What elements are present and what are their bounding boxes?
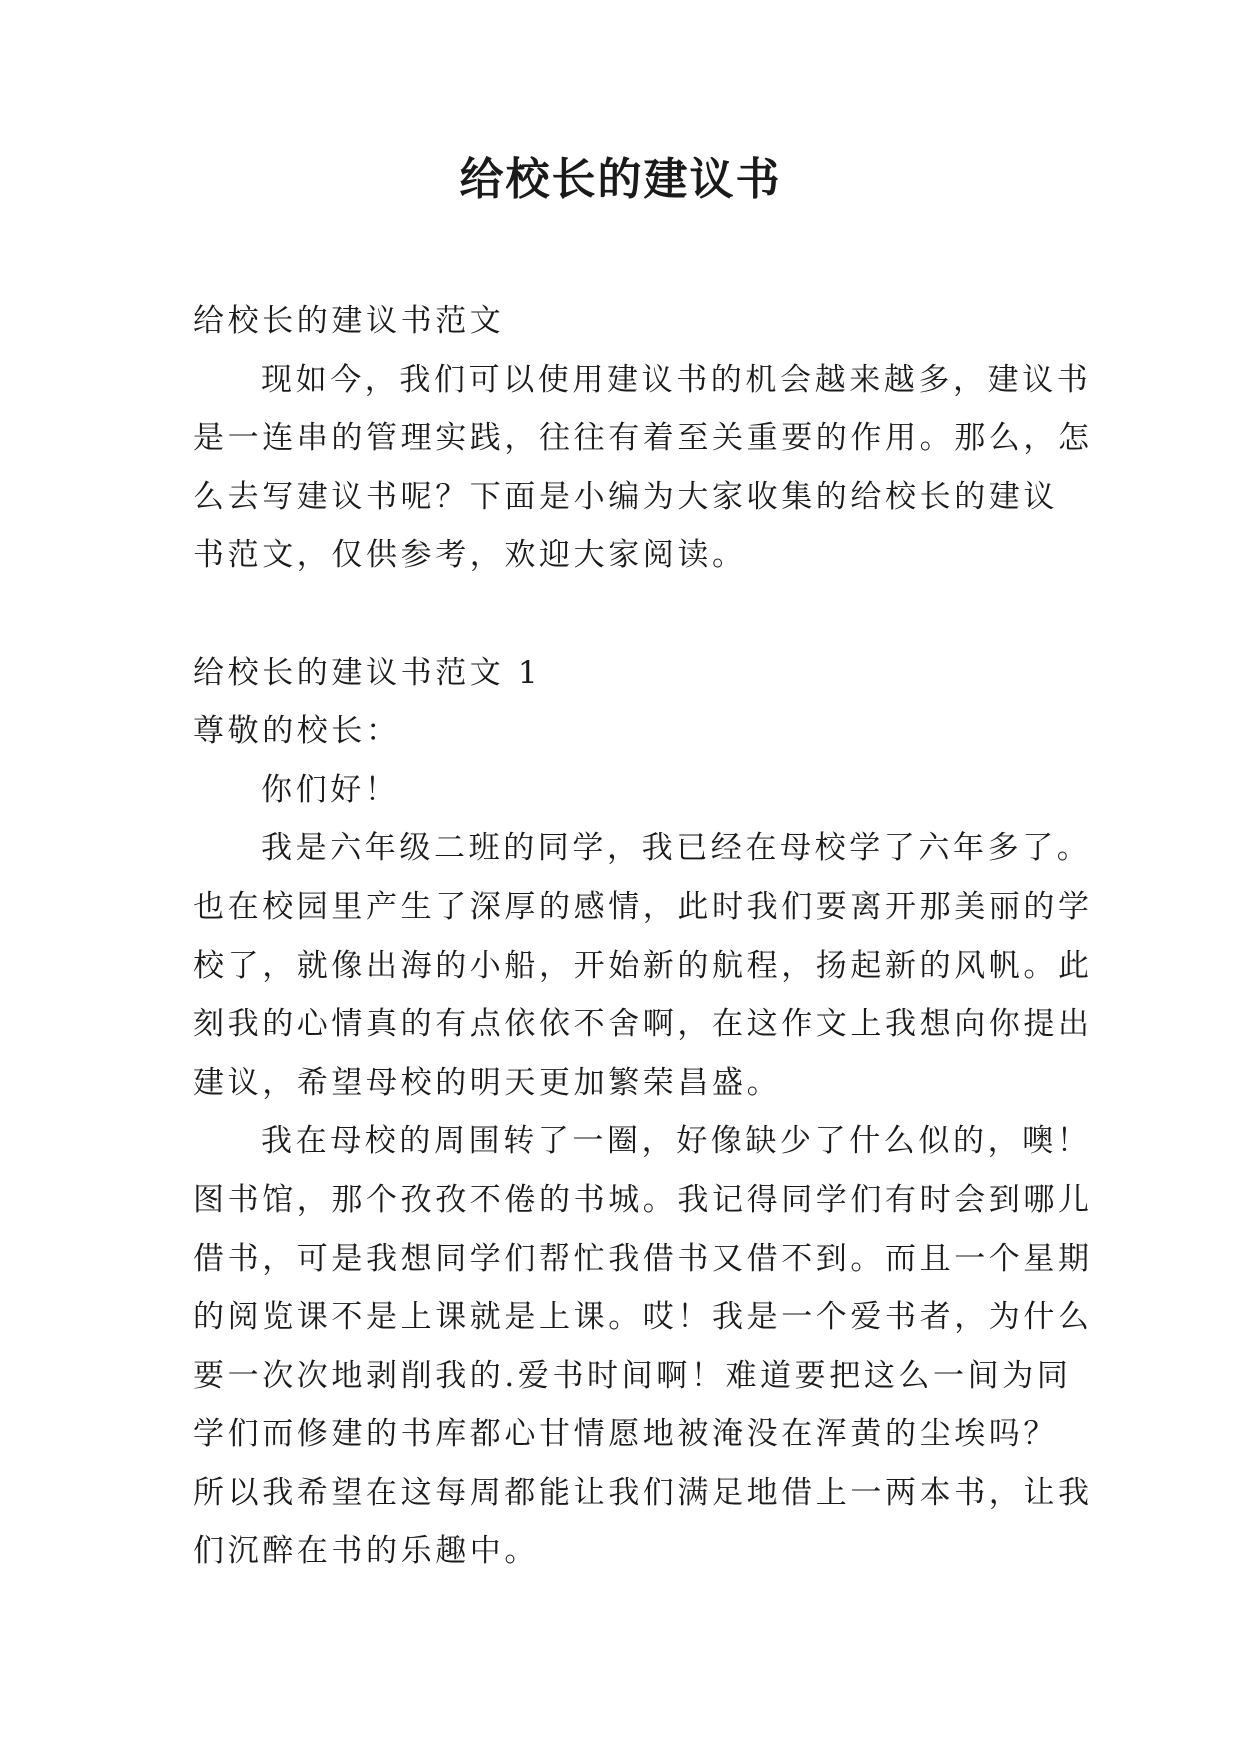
intro-line: 么去写建议书呢？下面是小编为大家收集的给校长的建议 xyxy=(193,478,1058,515)
subtitle: 给校长的建议书范文 xyxy=(193,303,505,339)
intro-line: 现如今，我们可以使用建议书的机会越来越多，建议书 xyxy=(261,361,1092,398)
body-line: 的阅览课不是上课就是上课。哎！我是一个爱书者，为什么 xyxy=(193,1299,1093,1336)
body-line: 所以我希望在这每周都能让我们满足地借上一两本书，让我 xyxy=(193,1474,1093,1511)
intro-line: 是一连串的管理实践，往往有着至关重要的作用。那么，怎 xyxy=(193,420,1093,457)
body-line: 借书，可是我想同学们帮忙我借书又借不到。而且一个星期 xyxy=(193,1240,1093,1277)
body-line: 建议，希望母校的明天更加繁荣昌盛。 xyxy=(193,1064,782,1101)
body-line: 校了，就像出海的小船，开始新的航程，扬起新的风帆。此 xyxy=(193,947,1093,984)
section-title: 给校长的建议书范文 1 xyxy=(193,654,542,691)
body-line: 学们而修建的书库都心甘情愿地被淹没在浑黄的尘埃吗？ xyxy=(193,1416,1058,1453)
body-line: 我在母校的周围转了一圈，好像缺少了什么似的，噢！ xyxy=(261,1123,1092,1160)
greeting: 你们好！ xyxy=(261,771,400,808)
document-body xyxy=(193,292,1093,1581)
body-line: 刻我的心情真的有点依依不舍啊，在这作文上我想向你提出 xyxy=(193,1006,1093,1043)
intro-paragraph xyxy=(193,351,1093,585)
body-paragraph-2 xyxy=(193,1112,1093,1581)
body-line: 也在校园里产生了深厚的感情，此时我们要离开那美丽的学 xyxy=(193,888,1093,925)
body-line: 要一次次地剥削我的.爱书时间啊！难道要把这么一间为同 xyxy=(193,1357,1072,1394)
paragraph-gap xyxy=(193,585,1063,644)
body-line: 图书馆，那个孜孜不倦的书城。我记得同学们有时会到哪儿 xyxy=(193,1181,1093,1218)
body-paragraph-1 xyxy=(193,819,1093,1112)
intro-line: 书范文，仅供参考，欢迎大家阅读。 xyxy=(193,537,747,574)
document-title: 给校长的建议书 xyxy=(459,154,782,205)
salutation: 尊敬的校长： xyxy=(193,713,401,750)
body-line: 们沉醉在书的乐趣中。 xyxy=(193,1533,539,1570)
body-line: 我是六年级二班的同学，我已经在母校学了六年多了。 xyxy=(261,830,1092,867)
